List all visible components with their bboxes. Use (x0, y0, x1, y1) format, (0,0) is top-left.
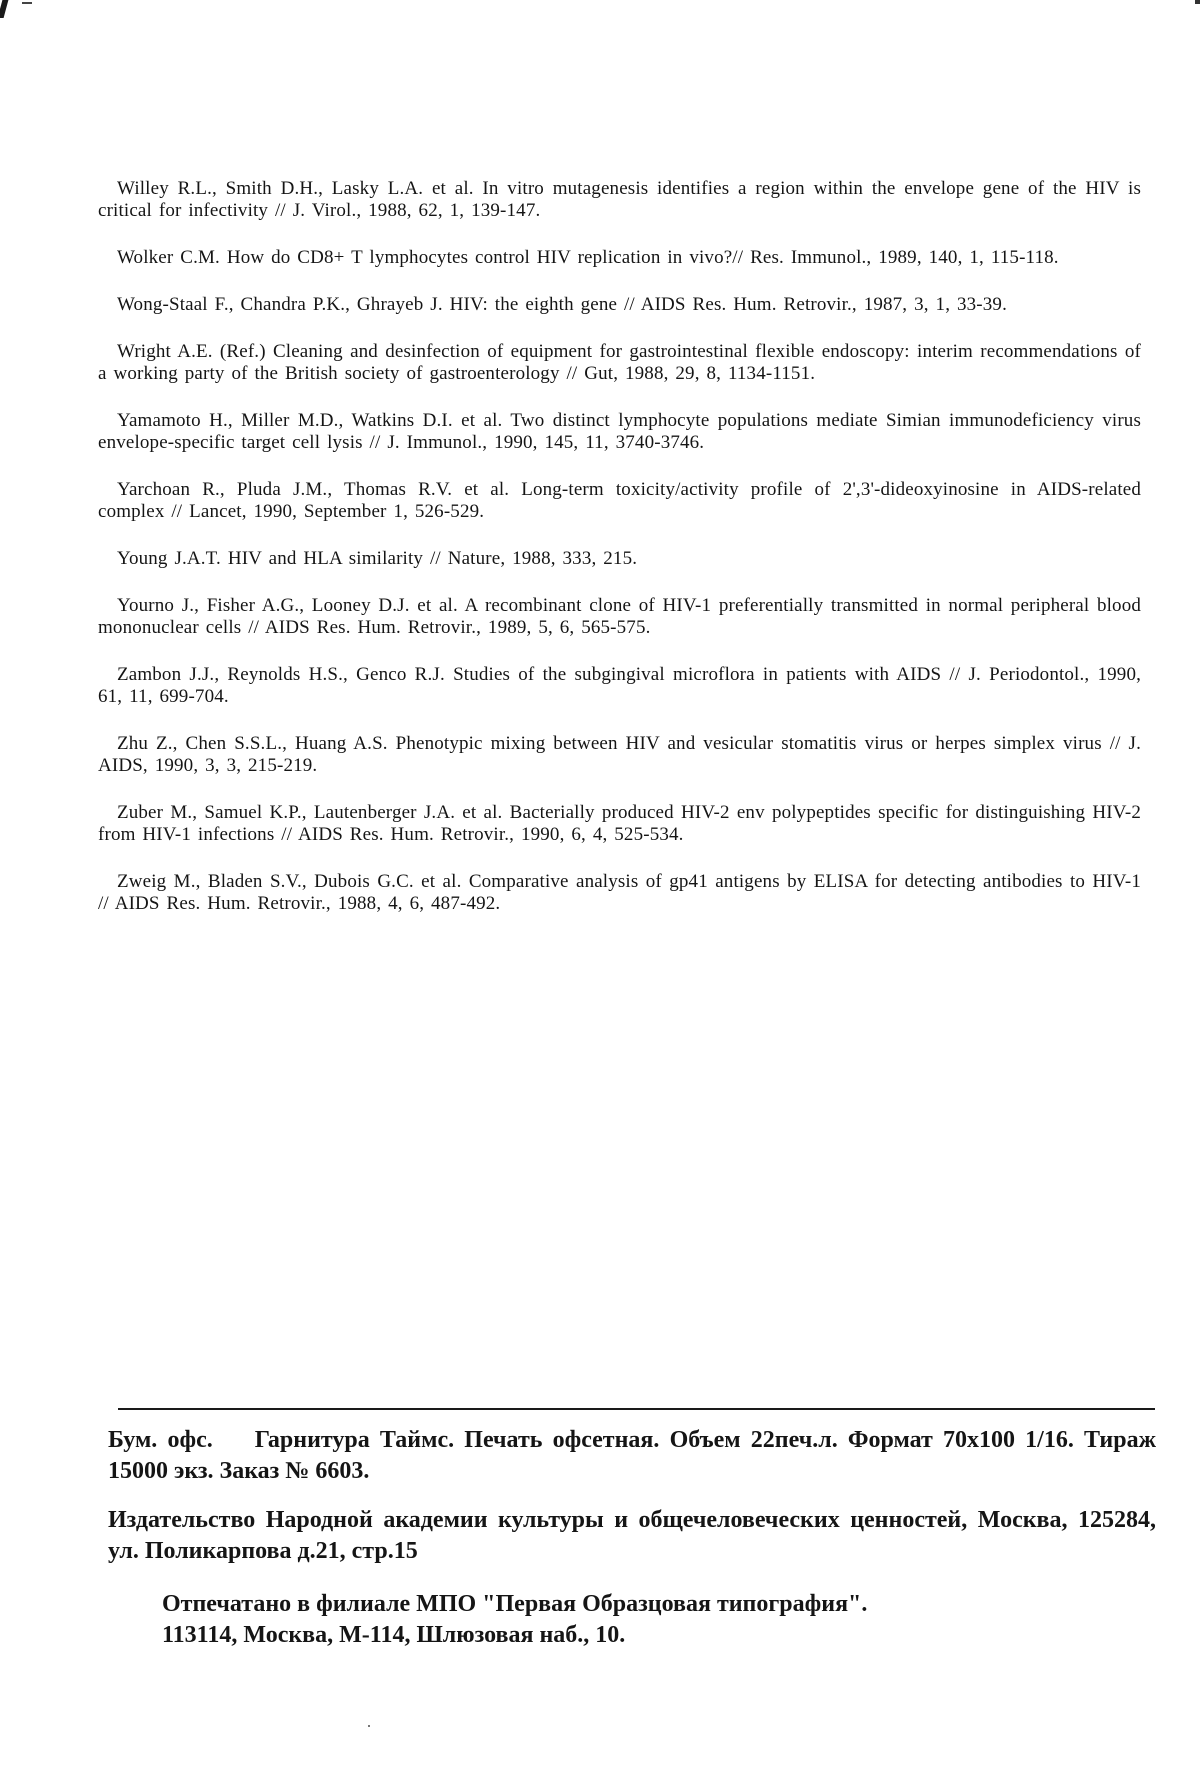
imprint-divider (118, 1408, 1155, 1410)
imprint-specs-block (108, 1425, 1156, 1487)
reference-item: Zuber M., Samuel K.P., Lautenberger J.A. et al. Bacterially produced HIV-2 env polypeptides specific for distinguishing HIV-2 from HIV-1 infections // AIDS Res. Hum. Retrovir., 1990, 6, 4, 525-534. (98, 802, 1141, 845)
reference-list (98, 178, 1141, 940)
reference-item: Wolker C.M. How do CD8+ T lymphocytes control HIV replication in vivo?// Res. Immunol., 1989, 140, 1, 115-118. (117, 247, 1059, 268)
imprint-printer-line-1: Отпечатано в филиале МПО "Первая Образцовая типография". (162, 1591, 868, 1617)
reference-item: Zambon J.J., Reynolds H.S., Genco R.J. Studies of the subgingival microflora in patients with AIDS // J. Periodontol., 1990, 61, 11, 699-704. (98, 664, 1141, 707)
imprint-publisher: Издательство Народной академии культуры и общечеловеческих ценностей, Москва, 125284, ул. Поликарпова д.21, стр.15 (108, 1507, 1156, 1564)
reference-item: Zhu Z., Chen S.S.L., Huang A.S. Phenotypic mixing between HIV and vesicular stomatitis virus or herpes simplex virus // J. AIDS, 1990, 3, 3, 215-219. (98, 733, 1141, 776)
reference-item: Wong-Staal F., Chandra P.K., Ghrayeb J. HIV: the eighth gene // AIDS Res. Hum. Retrovir., 1987, 3, 1, 33-39. (117, 294, 1007, 315)
reference-item: Willey R.L., Smith D.H., Lasky L.A. et al. In vitro mutagenesis identifies a region within the envelope gene of the HIV is critical for infectivity // J. Virol., 1988, 62, 1, 139-147. (98, 178, 1141, 221)
scan-mark-top-right (1195, 0, 1200, 4)
imprint-printer-block (162, 1589, 1152, 1651)
imprint-publisher-block (108, 1505, 1156, 1567)
reference-item: Zweig M., Bladen S.V., Dubois G.C. et al. Comparative analysis of gp41 antigens by ELISA for detecting antibodies to HIV-1 // AIDS Res. Hum. Retrovir., 1988, 4, 6, 487-492. (98, 871, 1141, 914)
reference-item: Wright A.E. (Ref.) Cleaning and desinfection of equipment for gastrointestinal flexible endoscopy: interim recommendations of a working party of the British society of gastroenterology // Gut, 1988, 29, 8, 1134-1151. (98, 341, 1141, 384)
scan-speck (368, 1725, 370, 1727)
reference-item: Yourno J., Fisher A.G., Looney D.J. et al. A recombinant clone of HIV-1 preferentially transmitted in normal peripheral blood mononuclear cells // AIDS Res. Hum. Retrovir., 1989, 5, 6, 565-575. (98, 595, 1141, 638)
imprint-paper: Бум. офс. (108, 1427, 213, 1453)
scan-mark-top-left (0, 0, 8, 18)
imprint-specs (108, 1425, 1156, 1487)
reference-item: Yamamoto H., Miller M.D., Watkins D.I. et al. Two distinct lymphocyte populations mediate Simian immunodeficiency virus envelope-specific target cell lysis // J. Immunol., 1990, 145, 11, 3740-3746. (98, 410, 1141, 453)
reference-item: Yarchoan R., Pluda J.M., Thomas R.V. et al. Long-term toxicity/activity profile of 2',3'-dideoxyinosine in AIDS-related complex // Lancet, 1990, September 1, 526-529. (98, 479, 1141, 522)
reference-item: Young J.A.T. HIV and HLA similarity // Nature, 1988, 333, 215. (117, 548, 638, 569)
scan-mark-top-left-line (22, 2, 32, 4)
imprint-specs-text: Гарнитура Таймс. Печать офсетная. Объем 22печ.л. Формат 70х100 1/16. Тираж 15000 экз. Заказ № 6603. (108, 1427, 1156, 1484)
imprint-printer-line-2: 113114, Москва, М-114, Шлюзовая наб., 10. (162, 1622, 626, 1648)
